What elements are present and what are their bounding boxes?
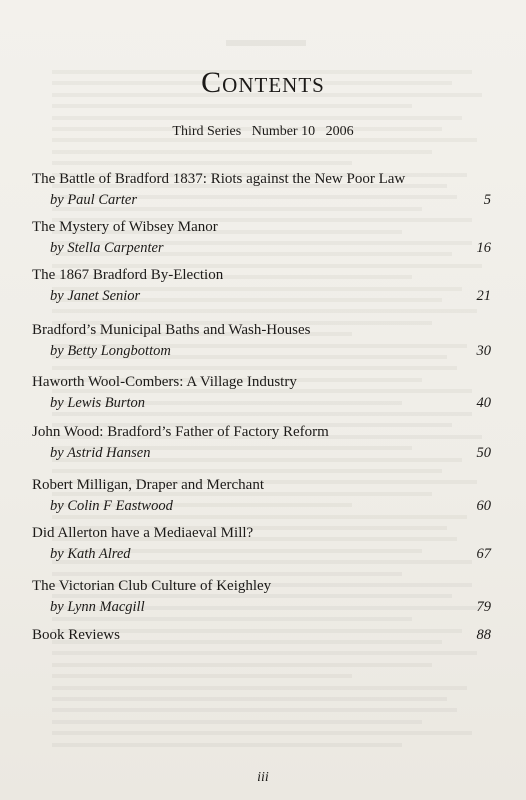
entry-by: by xyxy=(50,343,64,359)
entry-title: The Battle of Bradford 1837: Riots against the New Poor Law xyxy=(32,171,406,187)
series-line xyxy=(0,124,526,140)
bleed-through-line xyxy=(52,412,472,416)
entry-page-number: 16 xyxy=(476,240,491,256)
page-title: Contents xyxy=(201,66,325,99)
entry-by: by xyxy=(50,599,64,615)
entry-author-line xyxy=(50,444,490,462)
entry-title: Haworth Wool-Combers: A Village Industry xyxy=(32,374,297,390)
toc-entry[interactable] xyxy=(32,577,490,616)
page-number: iii xyxy=(257,770,269,785)
entry-page-number: 5 xyxy=(483,192,491,208)
bleed-through-line xyxy=(52,309,477,313)
bleed-through-line xyxy=(52,674,352,678)
entry-page-number: 21 xyxy=(476,288,491,304)
toc-entry[interactable] xyxy=(32,423,490,462)
entry-by: by xyxy=(50,445,64,461)
entry-author: Lynn Macgill xyxy=(67,599,145,615)
bleed-through-line xyxy=(52,743,402,747)
entry-page-number: 60 xyxy=(476,498,491,514)
entry-by: by xyxy=(50,395,64,411)
bleed-through-line xyxy=(52,708,457,712)
toc-entry[interactable] xyxy=(32,170,490,209)
entry-by: by xyxy=(50,288,64,304)
bleed-through-line xyxy=(52,116,462,120)
entry-author: Paul Carter xyxy=(67,192,137,208)
bleed-through-line xyxy=(52,104,412,108)
entry-page-number: 67 xyxy=(476,546,491,562)
entry-page-number: 79 xyxy=(476,599,491,615)
entry-by: by xyxy=(50,240,64,256)
entry-title: The Mystery of Wibsey Manor xyxy=(32,219,218,235)
entry-author-line xyxy=(50,287,490,305)
entry-by: by xyxy=(50,498,64,514)
entry-author-line xyxy=(50,497,490,515)
entry-author: Janet Senior xyxy=(67,288,141,304)
entry-author: Betty Longbottom xyxy=(67,343,171,359)
issue-year: 2006 xyxy=(325,124,354,139)
bleed-through-line xyxy=(52,720,422,724)
toc-entry[interactable] xyxy=(32,218,490,257)
bleed-through-line xyxy=(52,651,477,655)
bleed-through-heading xyxy=(226,40,306,46)
series-label: Third Series xyxy=(172,124,242,139)
toc-entry[interactable] xyxy=(32,266,490,305)
entry-title: Did Allerton have a Mediaeval Mill? xyxy=(32,525,254,541)
entry-author: Lewis Burton xyxy=(67,395,146,411)
entry-page-number: 88 xyxy=(476,627,491,643)
bleed-through-line xyxy=(52,617,412,621)
toc-entry[interactable] xyxy=(32,321,490,360)
entry-title: Robert Milligan, Draper and Merchant xyxy=(32,477,265,493)
entry-author-line xyxy=(50,394,490,412)
toc-entry[interactable] xyxy=(32,476,490,515)
entry-author: Colin F Eastwood xyxy=(67,498,173,514)
entry-title: The 1867 Bradford By-Election xyxy=(32,267,224,283)
entry-page-number: 40 xyxy=(476,395,491,411)
entry-title: John Wood: Bradford’s Father of Factory Reform xyxy=(32,424,329,440)
bleed-through-line xyxy=(52,686,467,690)
issue-number: Number 10 xyxy=(251,124,316,139)
entry-author: Kath Alred xyxy=(67,546,131,562)
entry-author-line xyxy=(50,598,490,616)
entry-author: Stella Carpenter xyxy=(67,240,164,256)
entry-author-line xyxy=(50,342,490,360)
entry-author-line xyxy=(50,239,490,257)
entry-page-number: 30 xyxy=(476,343,491,359)
bleed-through-line xyxy=(52,150,432,154)
bleed-through-line xyxy=(52,697,447,701)
toc-entry[interactable] xyxy=(32,373,490,412)
entry-author-line xyxy=(50,545,490,563)
bleed-through-line xyxy=(52,515,467,519)
entry-title: Bradford’s Municipal Baths and Wash-Houses xyxy=(32,322,311,338)
entry-by: by xyxy=(50,192,64,208)
entry-author-line xyxy=(50,191,490,209)
entry-page-number: 50 xyxy=(476,445,491,461)
bleed-through-line xyxy=(52,572,402,576)
bleed-through-line xyxy=(52,663,432,667)
bleed-through-line xyxy=(52,731,472,735)
toc-entry[interactable] xyxy=(32,626,490,644)
bleed-through-line xyxy=(52,469,442,473)
entry-author: Astrid Hansen xyxy=(67,445,151,461)
entry-by: by xyxy=(50,546,64,562)
entry-title: Book Reviews xyxy=(32,627,120,643)
entry-title: The Victorian Club Culture of Keighley xyxy=(32,578,272,594)
toc-entry[interactable] xyxy=(32,524,490,563)
bleed-through-line xyxy=(52,366,457,370)
bleed-through-line xyxy=(52,161,352,165)
